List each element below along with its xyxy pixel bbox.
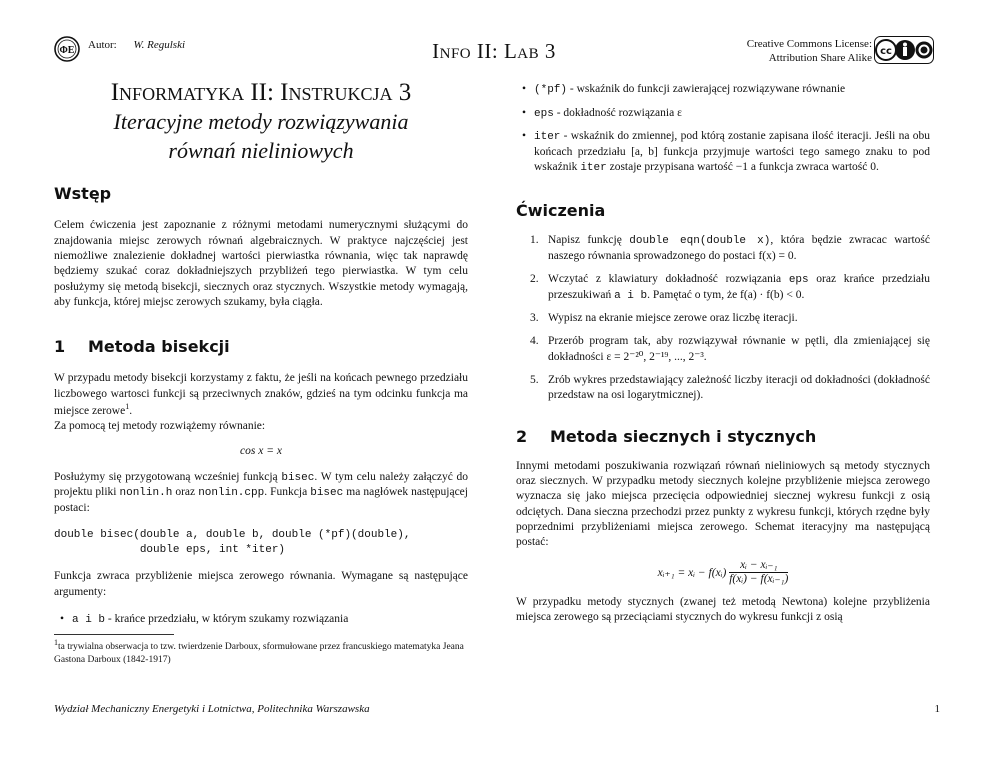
code-line-1: double bisec(double a, double b, double (*pf)(double), — [54, 529, 411, 542]
section-2-heading — [516, 426, 930, 447]
text: ma nagłówek następującej postaci: — [54, 486, 468, 514]
svg-text:ΦE: ΦE — [59, 45, 75, 56]
period: . — [129, 404, 133, 417]
section-1-paragraph-4: Funkcja zwraca przybliżenie miejsca zerowego równania. Wymagane są następujące argumenty: — [54, 570, 468, 598]
page-header — [54, 36, 934, 68]
code-bisec: bisec — [281, 471, 315, 484]
code-eqn: double eqn(double x) — [629, 235, 771, 248]
list-item — [516, 129, 930, 176]
section-2-number: 2 — [516, 426, 528, 446]
text: - wskaźnik do funkcji zawierającej rozwiązywane równanie — [567, 83, 846, 95]
author-name: W. Regulski — [133, 39, 186, 51]
equation-cos: cos x = x — [240, 445, 282, 458]
code-bisec: bisec — [310, 487, 344, 500]
code-a-b: a i b — [614, 289, 648, 302]
footer-institution: Wydział Mechaniczny Energetyki i Lotnictwa, Politechnika Warszawska — [54, 703, 370, 715]
text: zostaje przypisana wartość −1 a funkcja zwraca wartość 0. — [606, 161, 879, 174]
text: , która będzie zwracac wartość naszego równania sprowadzonego do postaci f(x) = 0. — [548, 234, 931, 262]
exercise-number: 1. — [530, 234, 539, 247]
exercise-number: 4. — [530, 335, 539, 348]
section-2-paragraph-2: W przypadku metody stycznych (zwanej też metodą Newtona) kolejne przybliżenia miejsca zerowego są przeciąciami stycznych do wykresu funkcji z osią — [516, 596, 930, 624]
exercise-number: 2. — [530, 272, 539, 285]
section-2-title: Metoda siecznych i stycznych — [550, 426, 817, 446]
intro-paragraph: Celem ćwiczenia jest zapoznanie z różnymi metodami numerycznymi służącymi do znajdowania miejsc zerowych równań algebraicznych. W praktyce najczęściej jest niemożliwe znalezienie dokładnej wartości pierwiastka równania, więc tak naprawdę będziemy szukać coraz dokładniejszych przybliżeń tego pierwiastka. W tym celu posłużymy się metodą bisekcji, siecznych oraz stycznych. Wszystkie metody wymagają, aby funkcja, której miejsc zerowych szukamy, była ciągła. — [54, 219, 468, 308]
exercise-item — [516, 334, 930, 365]
code-pf: (*pf) — [534, 84, 568, 96]
equation-fraction — [729, 559, 788, 588]
exercise-number: 5. — [530, 374, 539, 387]
argument-list-continued — [516, 82, 930, 176]
text: oraz krańce przedziału przeszukiwań — [548, 272, 930, 301]
list-item — [516, 106, 930, 122]
footnote — [54, 638, 468, 666]
text: Wczytać z klawiatury dokładność rozwiązania — [548, 272, 789, 285]
code-a-b: a i b — [72, 613, 106, 626]
text: . Funkcja — [264, 486, 311, 499]
text: Zrób wykres przedstawiający zależność liczby iteracji od dokładności (dokładność przedstaw na osi logarytmicznej). — [548, 374, 930, 402]
exercise-item — [516, 272, 930, 303]
code-eps: eps — [534, 107, 554, 120]
page-number: 1 — [934, 703, 940, 715]
author-label: Autor: — [88, 39, 117, 51]
exercise-item — [516, 233, 930, 264]
exercise-list — [516, 233, 930, 404]
code-iter: iter — [534, 131, 561, 144]
footnote-ref: 1 — [125, 401, 130, 411]
exercises-heading: Ćwiczenia — [516, 200, 606, 220]
section-1-paragraph-2: Za pomocą tej metody rozwiążemy równanie: — [54, 420, 266, 433]
footnote-marker: 1 — [54, 638, 58, 647]
section-1-paragraph-1 — [54, 371, 468, 419]
text: - dokładność rozwiązania ε — [553, 106, 682, 119]
text: Przerób program tak, aby rozwiązywał równanie w pętli, dla zmieniającej się dokładności ε = 2⁻²⁰, 2⁻¹⁹, ..., 2⁻³. — [548, 335, 930, 363]
left-column — [54, 78, 468, 628]
equation-lhs: xᵢ₊₁ = xᵢ − f(xᵢ) — [657, 566, 727, 579]
section-2-paragraph-1: Innymi metodami poszukiwania rozwiązań równań nieliniowych są metody stycznych oraz siecznych. W przypadku metody siecznych kolejne przybliżenie miejsca zerowego wyznacza się jako miejsca przecięcia odpowiedniej siecznej wykresu funkcji z osią odciętych. Dana sieczna przechodzi przez punkty z wykresu funkcji, których rzędne były poprzednimi przybliżeniami miejsca zerowego. Schemat iteracyjny ma następującą postać: — [516, 459, 930, 549]
footnote-rule — [54, 634, 174, 635]
license-line-1: Creative Commons License: — [746, 38, 872, 50]
list-item — [516, 82, 930, 98]
exercise-item — [516, 311, 930, 326]
argument-list — [54, 612, 468, 628]
code-nonlin-cpp: nonlin.cpp — [198, 487, 265, 500]
section-1-heading — [54, 336, 468, 357]
document-title: Informatyka II: Instrukcja 3 — [110, 79, 412, 106]
exercise-number: 3. — [530, 312, 539, 325]
text: Posłużymy się przygotowaną wcześniej funkcją — [54, 470, 282, 483]
document-subtitle-line-2: równań nieliniowych — [168, 137, 354, 163]
section-1-paragraph-3 — [54, 470, 468, 517]
fraction-numerator: xᵢ − xᵢ₋₁ — [729, 559, 788, 574]
code-line-2: double eps, int *iter) — [54, 543, 286, 556]
code-block — [54, 528, 468, 557]
text: - wskaźnik do zmiennej, pod którą zostanie zapisana ilość iteracji. Jeśli na obu końcach przedziału [a, b] funkcja przyjmuje wartości tego samego znaku to pod wskaźnik — [534, 130, 930, 174]
text: . Pamętać o tym, że f(a) · f(b) < 0. — [647, 288, 805, 301]
text: Napisz funkcję — [548, 234, 630, 247]
fraction-denominator: f(xᵢ) − f(xᵢ₋₁) — [729, 573, 789, 586]
secant-equation — [516, 559, 930, 588]
text: . W tym celu należy załączyć do projektu pliki — [54, 470, 469, 499]
intro-heading: Wstęp — [54, 184, 112, 204]
code-nonlin-h: nonlin.h — [119, 487, 173, 500]
footnote-text: ta trywialna obserwacja to tzw. twierdzenie Darboux, sformułowane przez francuskiego matematyka Jeana Gastona Darboux (1842-1917) — [54, 642, 464, 665]
exercise-item — [516, 373, 930, 404]
document-subtitle-line-1: Iteracyjne metody rozwiązywania — [113, 109, 409, 134]
text: Wypisz na ekranie miejsce zerowe oraz liczbę iteracji. — [548, 312, 798, 325]
license-text — [747, 37, 872, 66]
section-1-text: W przypadu metody bisekcji korzystamy z faktu, że jeśli na końcach pewnego przedziału liczbowego wartosci funkcji są przeciwnych znaków, gdzieś na tym odcinku funkcja ma miejsce zerowe — [54, 372, 468, 417]
license-line-2: Attribution Share Alike — [768, 52, 872, 65]
svg-text:cc: cc — [880, 46, 892, 57]
right-column — [516, 82, 930, 626]
code-iter: iter — [580, 162, 607, 175]
list-item — [54, 612, 468, 628]
header-title: Info II: Lab 3 — [432, 39, 556, 63]
code-eps: eps — [788, 273, 809, 286]
section-1-title: Metoda bisekcji — [88, 337, 230, 357]
text: oraz — [172, 486, 199, 499]
section-1-number: 1 — [54, 337, 66, 357]
text: - krańce przedziału, w którym szukamy rozwiązania — [105, 612, 349, 625]
cc-by-sa-icon — [874, 36, 934, 64]
